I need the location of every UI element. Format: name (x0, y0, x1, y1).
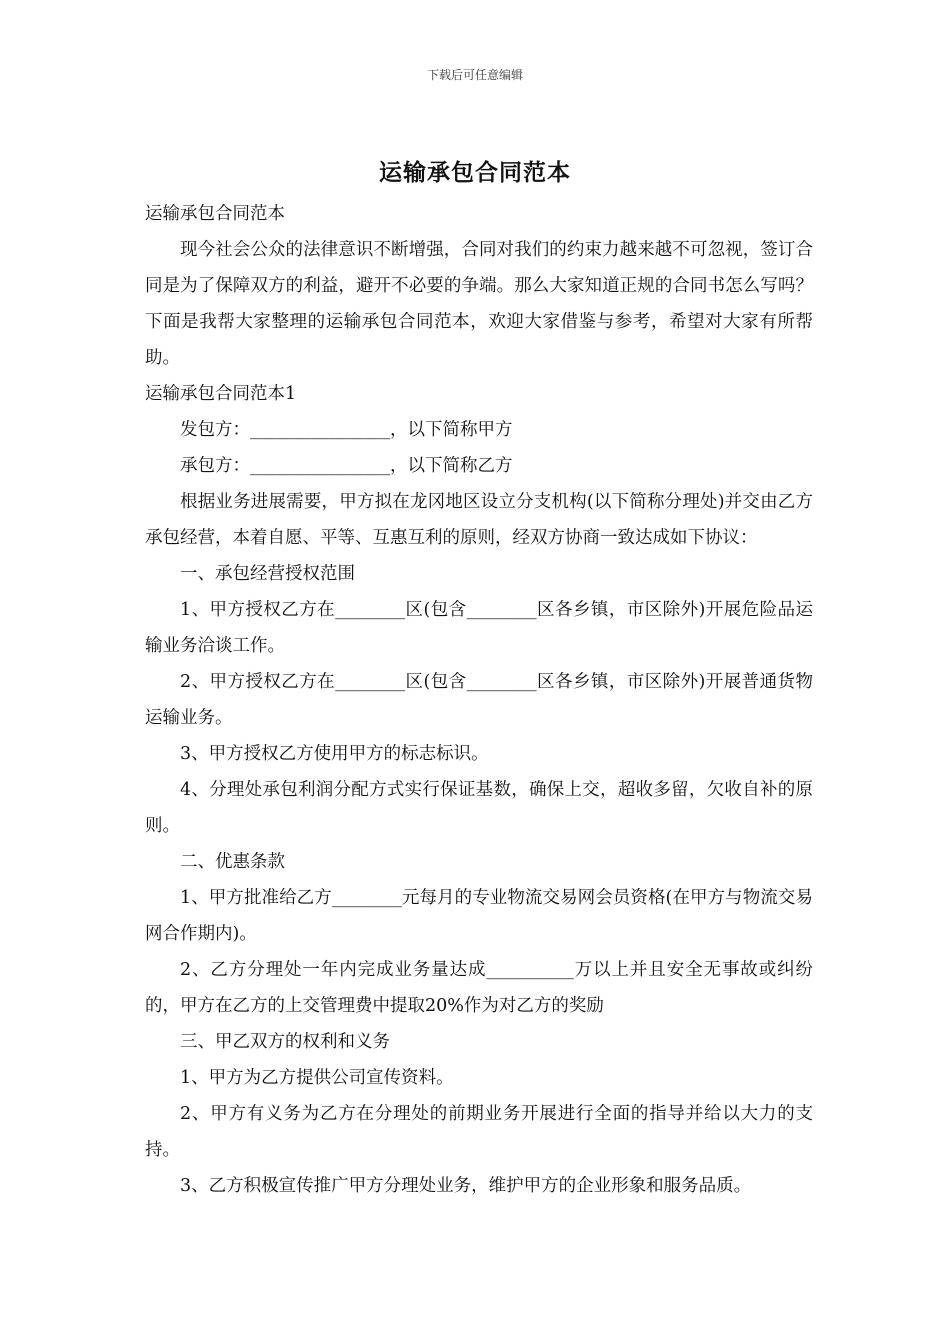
document-title: 运输承包合同范本 (379, 159, 571, 186)
paragraph: 3、乙方积极宣传推广甲方分理处业务，维护甲方的企业形象和服务品质。 (180, 1176, 752, 1196)
paragraph: 承包方：________________，以下简称乙方 (180, 456, 513, 476)
paragraph: 二、优惠条款 (180, 852, 285, 872)
paragraph: 现今社会公众的法律意识不断增强，合同对我们的约束力越来越不可忽视，签订合同是为了保障双方的利益，避开不必要的争端。那么大家知道正规的合同书怎么写吗？下面是我帮大家整理的运输承包合同范本，欢迎大家借鉴与参考，希望对大家有所帮助。 (145, 240, 813, 368)
paragraph: 1、甲方批准给乙方________元每月的专业物流交易网会员资格(在甲方与物流交易网合作期内)。 (145, 888, 813, 944)
paragraph: 发包方：________________，以下简称甲方 (180, 420, 513, 440)
document-body (145, 196, 813, 1204)
paragraph: 运输承包合同范本1 (145, 384, 297, 404)
paragraph: 3、甲方授权乙方使用甲方的标志标识。 (180, 744, 489, 764)
paragraph: 三、甲乙双方的权利和义务 (180, 1032, 390, 1052)
paragraph: 1、甲方为乙方提供公司宣传资料。 (180, 1068, 454, 1088)
paragraph: 根据业务进展需要，甲方拟在龙冈地区设立分支机构(以下简称分理处)并交由乙方承包经营，本着自愿、平等、互惠互利的原则，经双方协商一致达成如下协议： (145, 492, 813, 548)
paragraph: 运输承包合同范本 (145, 204, 285, 224)
paragraph: 4、分理处承包利润分配方式实行保证基数，确保上交，超收多留，欠收自补的原则。 (145, 780, 813, 836)
paragraph: 2、甲方有义务为乙方在分理处的前期业务开展进行全面的指导并给以大力的支持。 (145, 1104, 813, 1160)
paragraph: 2、乙方分理处一年内完成业务量达成__________万以上并且安全无事故或纠纷的，甲方在乙方的上交管理费中提取20%作为对乙方的奖励 (145, 960, 813, 1016)
page-header: 下载后可任意编辑 (426, 68, 523, 82)
paragraph: 1、甲方授权乙方在________区(包含________区各乡镇，市区除外)开展危险品运输业务洽谈工作。 (145, 600, 813, 656)
paragraph: 一、承包经营授权范围 (180, 564, 355, 584)
paragraph: 2、甲方授权乙方在________区(包含________区各乡镇，市区除外)开展普通货物运输业务。 (145, 672, 813, 728)
